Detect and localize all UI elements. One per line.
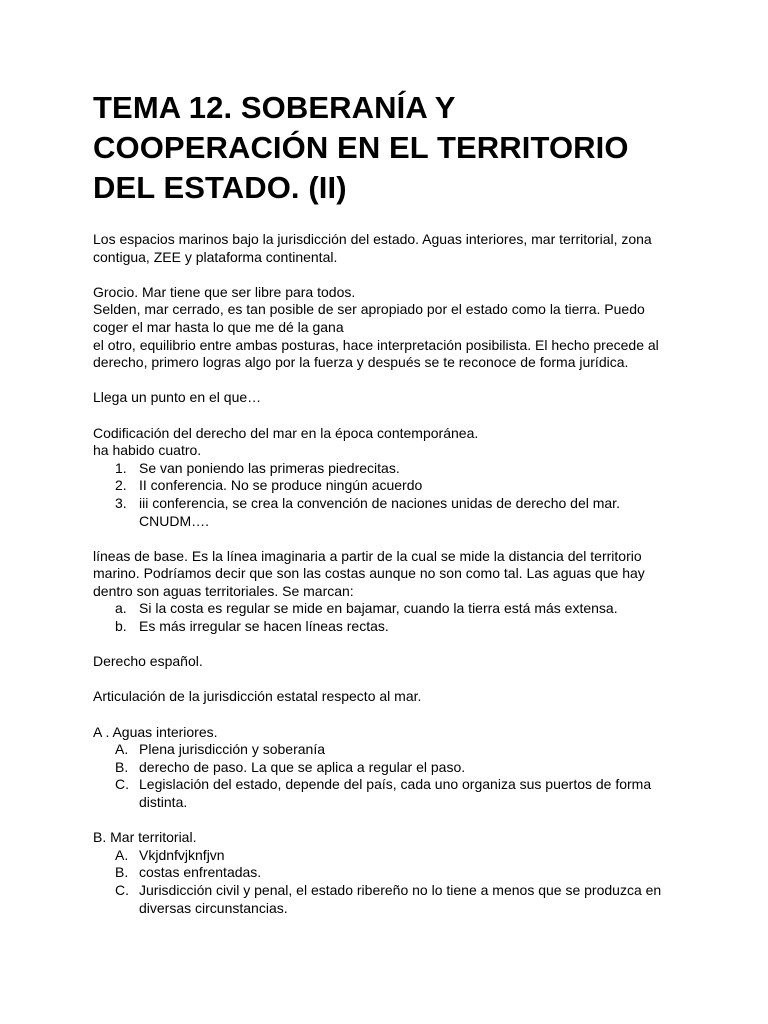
list-item-text: Se van poniendo las primeras piedrecitas.	[139, 459, 400, 476]
list-item	[93, 864, 676, 882]
list-item	[93, 477, 676, 495]
list-item	[93, 600, 676, 618]
list-item-text: Vkjdnfvjknfjvn	[139, 846, 225, 863]
document-body	[93, 231, 676, 917]
list-marker: C.	[115, 776, 129, 793]
list-marker: B.	[115, 864, 129, 881]
list-item-text: Si la costa es regular se mide en bajamar, cuando la tierra está más extensa.	[139, 600, 618, 617]
cuatro-line: ha habido cuatro.	[93, 442, 202, 459]
list-item-text: Es más irregular se hacen líneas rectas.	[139, 618, 389, 635]
list-item-text: Jurisdicción civil y penal, el estado ribereño no lo tiene a menos que se produzca en diversas circunstancias.	[139, 881, 662, 916]
list-item-text: costas enfrentadas.	[139, 864, 262, 881]
equilibrio-paragraph: el otro, equilibrio entre ambas posturas, hace interpretación posibilista. El hecho precede al derecho, primero logras algo por la fuerza y después se te reconoce de forma jurídica.	[93, 336, 659, 371]
intro-paragraph: Los espacios marinos bajo la jurisdicción del estado. Aguas interiores, mar territorial, zona contigua, ZEE y plataforma continental.	[93, 231, 652, 265]
list-item-text: iii conferencia, se crea la convención de naciones unidas de derecho del mar. CNUDM….	[139, 494, 620, 529]
list-item	[93, 460, 676, 478]
list-item	[93, 759, 676, 777]
spacer	[93, 266, 676, 284]
list-marker: B.	[115, 758, 129, 775]
list-marker: b.	[115, 618, 127, 635]
selden-line: Selden, mar cerrado, es tan posible de ser apropiado por el estado como la tierra. Puedo coger el mar hasta lo que me dé la gana	[93, 301, 645, 335]
list-item	[93, 495, 676, 530]
spacer	[93, 407, 676, 425]
list-item-text: II conferencia. No se produce ningún acuerdo	[139, 477, 423, 494]
spacer	[93, 530, 676, 548]
spacer	[93, 812, 676, 830]
spacer	[93, 671, 676, 689]
aguas-interiores-list	[93, 741, 676, 811]
conferencias-list	[93, 460, 676, 530]
lineas-list	[93, 600, 676, 635]
list-item	[93, 618, 676, 636]
mar-territorial-heading: B. Mar territorial.	[93, 829, 197, 846]
aguas-interiores-heading: A . Aguas interiores.	[93, 723, 218, 740]
derecho-line: Derecho español.	[93, 653, 203, 670]
list-item	[93, 741, 676, 759]
llega-line: Llega un punto en el que…	[93, 389, 262, 406]
list-item-text: derecho de paso. La que se aplica a regular el paso.	[139, 758, 466, 775]
list-item	[93, 847, 676, 865]
articulacion-line: Articulación de la jurisdicción estatal respecto al mar.	[93, 688, 422, 705]
list-item-text: Plena jurisdicción y soberanía	[139, 741, 325, 758]
document-title: TEMA 12. SOBERANÍA Y COOPERACIÓN EN EL TERRITORIO DEL ESTADO. (II)	[93, 90, 629, 205]
list-item	[93, 882, 676, 917]
list-marker: C.	[115, 881, 129, 898]
spacer	[93, 636, 676, 654]
spacer	[93, 372, 676, 390]
list-item-text: Legislación del estado, depende del país, cada uno organiza sus puertos de forma distinta.	[139, 776, 652, 810]
list-marker: 2.	[115, 477, 127, 494]
spacer	[93, 706, 676, 724]
lineas-paragraph: líneas de base. Es la línea imaginaria a partir de la cual se mide la distancia del territorio marino. Podríamos decir que son las costas aunque no son como tal. Las aguas que hay dentro son aguas territoriales. Se marcan:	[93, 547, 645, 599]
list-marker: 1.	[115, 459, 127, 476]
grocio-line: Grocio. Mar tiene que ser libre para todos.	[93, 283, 356, 300]
list-marker: A.	[115, 741, 129, 758]
list-marker: a.	[115, 600, 127, 617]
codificacion-line: Codificación del derecho del mar en la época contemporánea.	[93, 424, 479, 441]
list-item	[93, 776, 676, 811]
mar-territorial-list	[93, 847, 676, 917]
list-marker: A.	[115, 846, 129, 863]
list-marker: 3.	[115, 494, 127, 511]
